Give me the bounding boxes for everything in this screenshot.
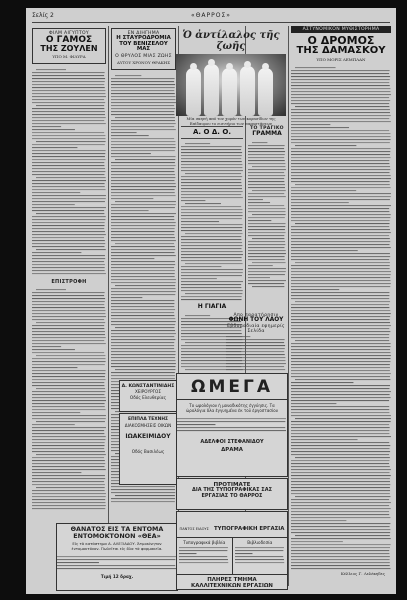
column-rule: [288, 26, 289, 586]
column-two: [111, 26, 176, 588]
article-text-block: [32, 67, 106, 277]
ad-trade: ΧΕΙΡΟΥΡΓΟΣ: [135, 389, 161, 395]
ad-top: ΠΡΟΤΙΜΑΤΕ: [213, 482, 251, 488]
ad-name: ΙΩΑΚΕΙΜΙΔΟΥ: [125, 433, 171, 441]
photo-feature: [176, 30, 286, 128]
kicker: Απο παρατήρησιν: [233, 313, 279, 318]
headline: ΤΗΣ ΔΑΜΑΣΚΟΥ: [296, 45, 386, 57]
header-rule: [32, 22, 390, 23]
headline: Ο ΔΡΟΜΟΣ: [307, 34, 375, 47]
ad-body: Εἰς τὸ κατάστημα Α. ΑΛΕΞΙΑΔΟΥ. Ἀτμοκίνητον ἐντομοκτόνον. Πωλεῖται εἰς ὅλα τὰ φαρμακεῖα.: [71, 541, 163, 552]
ad-price: Τιμή 12 δραχ.: [100, 573, 134, 579]
headline: Ο ΓΑΜΟΣ: [45, 35, 93, 45]
masthead-name: «ΘΑΡΡΟΣ»: [191, 12, 231, 19]
ad-main: ΤΥΠΟΓΡΑΦΙΚΗ ΕΡΓΑΣΙΑ: [213, 526, 285, 532]
ad-body: Το ωρολόγιον ἡ μοναδικότης ἐγγύησις. Τα ὡρολόγια ὅλα ἐγγυημένα ἐκ τοῦ ἐργοστασίου: [185, 402, 279, 413]
ad-cell: Βιβλιοδεσία: [247, 540, 273, 545]
printing-services-ad: [176, 511, 288, 590]
article-text-block: [291, 65, 391, 571]
headline: ΤΗΣ ΖΟΥΛΕΝ: [40, 44, 98, 54]
ad-name: Α. ΚΩΝΣΤΑΝΤΙΝΙΔΗΣ: [121, 384, 175, 389]
author-signature: Κέλλιος Γ. Λελέκηδες: [340, 571, 385, 577]
article-text-block: [248, 140, 286, 290]
ad-top: ΕΠΙΠΛΑ ΤΕΧΝΗΣ: [127, 417, 169, 422]
ad-brand: ΩΜΕΓΑ: [177, 378, 287, 400]
ad-agent: ΑΔΕΛΦΟΙ ΣΤΕΦΑΝΙΔΟΥ: [200, 439, 264, 446]
article-text-block: [226, 334, 286, 372]
kicker: ΦΙΛΜ ΑΙΓΥΠΤΟΥ: [49, 31, 89, 36]
ad-cell: Τυπογραφικά βιβλία: [183, 540, 226, 545]
section-heading: ΕΠΙΣΤΡΟΦΗ: [51, 279, 87, 286]
ad-headline: ΘΑΝΑΤΟΣ ΕΙΣ ΤΑ ΕΝΤΟΜΑ: [70, 525, 164, 533]
column-four: [248, 126, 286, 290]
ad-text-lines: [179, 545, 229, 565]
ad-text-lines: [177, 416, 287, 432]
newspaper-page: [26, 8, 396, 594]
kicker: ΑΣΤΥΝΟΜΙΚΟΝ ΜΥΘΙΣΤΟΡΗΜΑ: [291, 26, 391, 33]
ad-sub: ΔΙΑΚΟΣΜΗΣΕΙΣ ΟΙΚΩΝ: [124, 422, 172, 428]
page-header: [32, 12, 390, 22]
article-header-venizelos: [111, 28, 176, 70]
headline-giagia: Η ΓΙΑΓΙΑ: [197, 303, 227, 311]
ad-note: Οδός Ελευθερίας: [129, 394, 167, 400]
omega-watch-ad: [176, 373, 288, 477]
photo-caption: Μία σκηνή από τον χορόν των κορασίδων της Επίδαυρου το εισιτήριο των παραστάσεων: [186, 116, 276, 126]
headline-aoa: Α. Ο Δ. Ο.: [181, 126, 243, 139]
article-text-block: [32, 287, 106, 512]
kicker: ΕΝ ΔΙΗΓΗΜΑ: [127, 31, 160, 36]
subheadline: ΤΟ ΤΡΑΓΙΚΟ: [250, 126, 284, 131]
subheadline: Εβδομαδιαία εφημερίς Σελίδα: [227, 323, 285, 334]
ad-bottom: ΚΑΛΛΙΤΕΧΝΙΚΩΝ ΕΡΓΑΣΙΩΝ: [191, 582, 273, 589]
byline: ΑΥΤΟΥ ΧΡΟΝΟΥ ΘΡΑΚΗΣ: [116, 59, 171, 65]
ad-headline: ΕΝΤΟΜΟΚΤΟΝΟΝ «ΘΕΑ»: [73, 532, 161, 541]
ad-prefix: ΠΑΝΤΟΣ ΕΙΔΟΥΣ: [179, 527, 209, 531]
feature-title: Ὁ ἀντίλαλος τῆς ζωῆς: [182, 30, 280, 52]
headline: ΦΩΝΗ ΤΟΥ ΛΑΟΥ: [228, 317, 284, 323]
ad-line: ΔΙΑ ΤΗΣ ΤΥΠΟΓΡΑΦΙΚΑΣ ΣΑΣ: [192, 487, 272, 494]
page-number: Σελίς 2: [32, 12, 54, 19]
ad-bottom: ΠΛΗΡΕΣ ΤΜΗΜΑ: [207, 577, 257, 583]
article-text-block: [181, 141, 243, 301]
foni-laou-notice: [226, 313, 286, 372]
headline: Η ΣΤΑΥΡΟΔΡΟΜΙΑ: [116, 35, 171, 41]
subheadline: Ο ΘΡΥΛΟΣ ΜΙΑΣ ΖΩΗΣ: [115, 53, 172, 59]
ioakeimidou-ad: [119, 413, 177, 485]
column-five: [291, 26, 391, 588]
konstantinidis-ad: [119, 380, 177, 412]
headline: ΤΟΥ ΒΕΝΙΖΕΛΟΥ ΜΑΣ: [119, 40, 168, 52]
ad-text-lines: [235, 545, 285, 565]
ad-city: ΔΡΑΜΑ: [221, 446, 243, 453]
article-header-gamos: [32, 28, 106, 64]
byline: ΥΠΟ Μ. ΦΙΛΥΡΑ: [52, 54, 86, 60]
byline: ΥΠΟ ΜΟΡΙΣ ΛΕΜΠΛΑΝ: [316, 57, 366, 63]
dancers-photo: [176, 54, 286, 116]
column-rule: [108, 26, 109, 586]
ad-note: Οδός Βασιλέως: [131, 448, 165, 454]
headline-gramma: ΓΡΑΜΜΑ: [252, 130, 282, 137]
ad-line: ΕΡΓΑΣΙΑΣ ΤΟ ΘΑΡΡΟΣ: [201, 492, 263, 499]
protimate-ad: [176, 478, 288, 510]
column-one: [32, 26, 106, 588]
